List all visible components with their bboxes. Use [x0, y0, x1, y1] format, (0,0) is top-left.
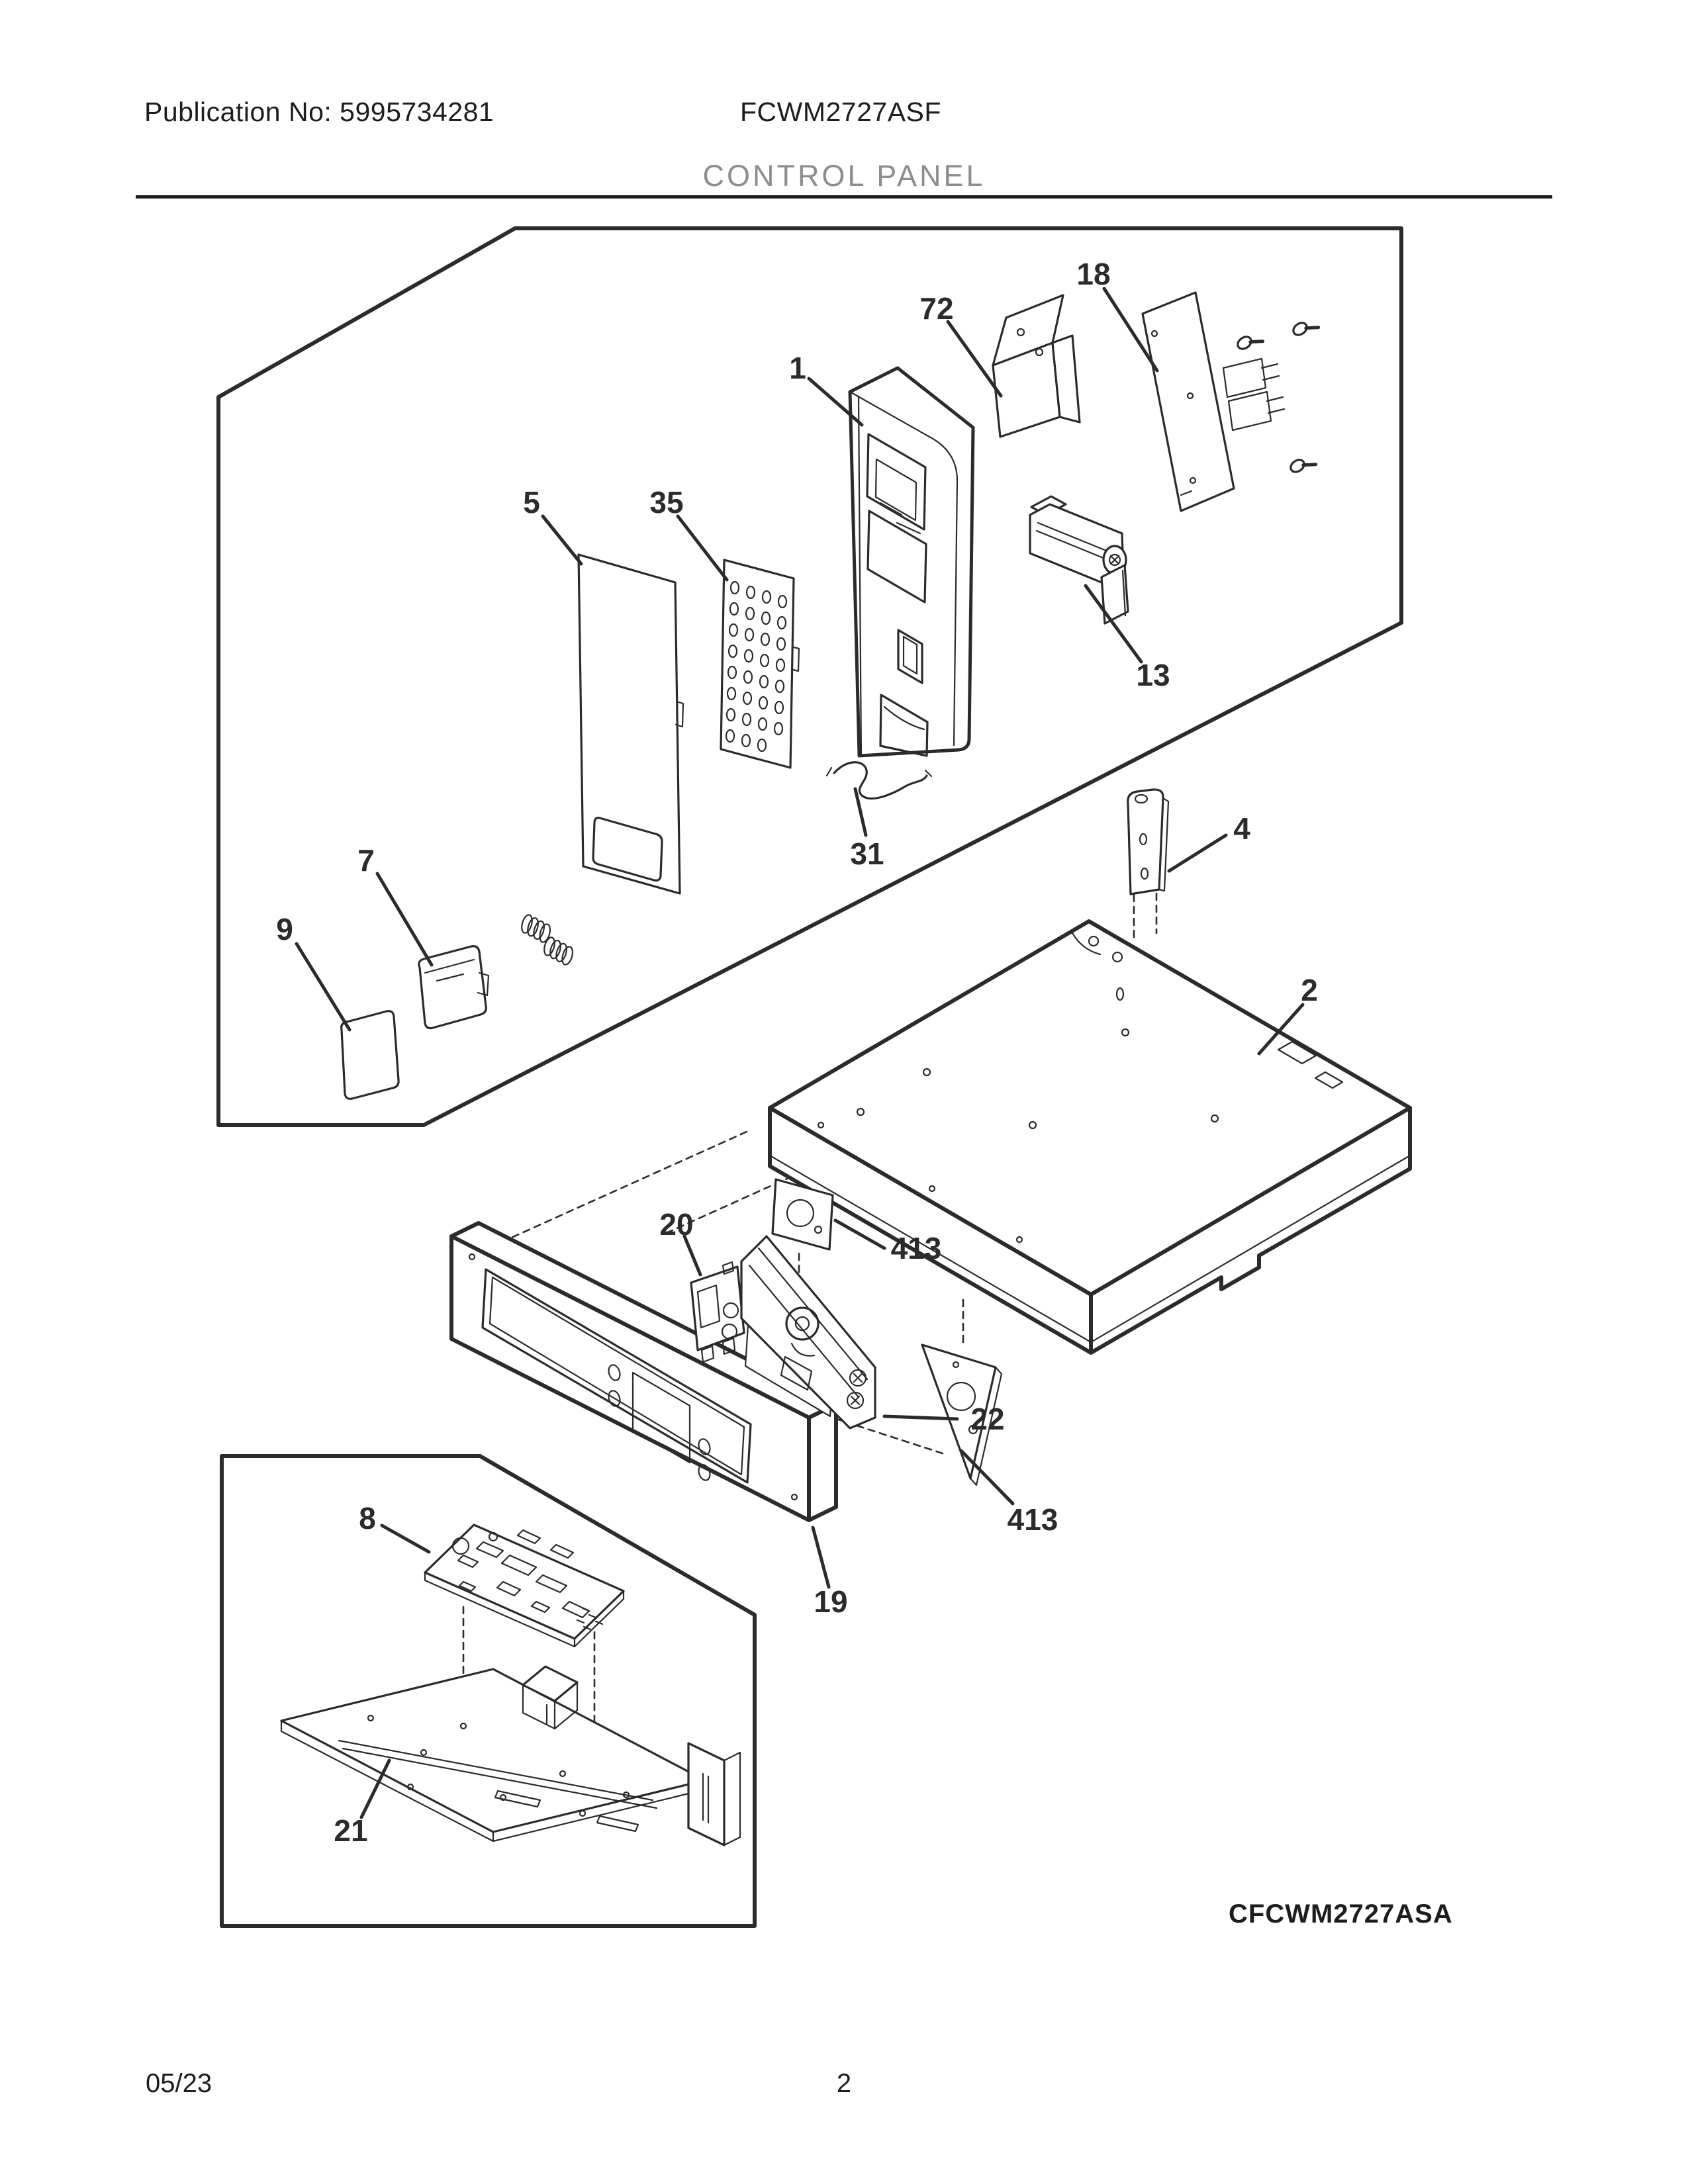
label-part-413-upper: 413 [890, 1231, 942, 1265]
label-part-20: 20 [659, 1207, 694, 1242]
part-4-bracket [1128, 790, 1168, 894]
part-35-perforated-plate [721, 560, 799, 768]
part-5-keypad-panel [579, 555, 683, 893]
label-part-19: 19 [814, 1584, 848, 1619]
section-title: CONTROL PANEL [702, 159, 986, 193]
part-72-module [993, 295, 1080, 437]
upper-enclosure-outline [218, 228, 1401, 1125]
publication-number: Publication No: 5995734281 [144, 97, 494, 127]
label-part-5: 5 [523, 485, 540, 520]
diagram-code: CFCWM2727ASA [1229, 1899, 1453, 1929]
label-part-1: 1 [789, 351, 806, 385]
part-1-control-bezel [850, 368, 973, 756]
part-13-latch [1030, 496, 1128, 623]
label-part-72: 72 [919, 291, 954, 326]
model-number: FCWM2727ASF [740, 97, 941, 127]
label-part-413-lower: 413 [1007, 1502, 1058, 1537]
label-part-21: 21 [334, 1813, 368, 1848]
footer-page-number: 2 [836, 2069, 852, 2098]
label-part-4: 4 [1233, 811, 1250, 846]
part-18-circuit-board [1143, 293, 1284, 511]
part-8-control-board [425, 1525, 624, 1647]
label-part-13: 13 [1136, 658, 1170, 692]
label-part-8: 8 [359, 1501, 376, 1535]
footer-date: 05/23 [146, 2069, 212, 2098]
label-part-9: 9 [276, 912, 293, 946]
part-9-plate [342, 1011, 399, 1099]
label-part-35: 35 [649, 485, 684, 520]
label-part-31: 31 [850, 837, 884, 871]
label-part-2: 2 [1301, 973, 1318, 1007]
label-part-18: 18 [1076, 257, 1111, 291]
part-31-wire [827, 762, 931, 799]
part-7-springs [519, 914, 576, 966]
label-part-22: 22 [970, 1402, 1005, 1436]
label-part-7: 7 [357, 843, 375, 878]
